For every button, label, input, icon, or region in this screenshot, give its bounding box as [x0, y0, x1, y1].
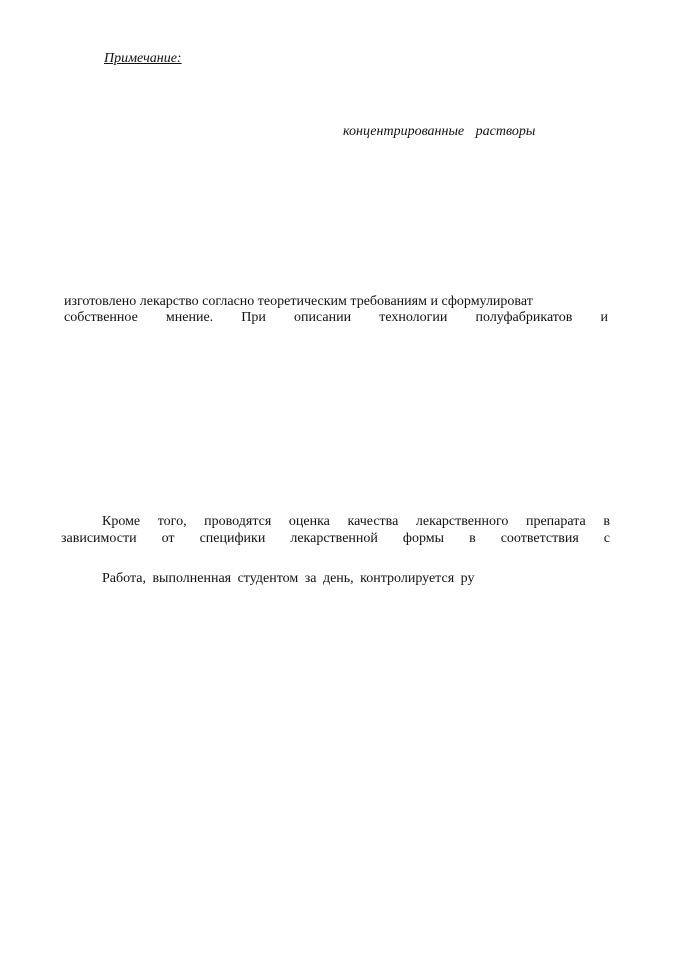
- word: Кроме: [102, 514, 141, 529]
- word: с: [603, 531, 610, 546]
- word: препарата: [525, 514, 586, 529]
- paragraph-2-line-1: [102, 514, 610, 530]
- word: оценка: [288, 514, 330, 529]
- word: качества: [347, 514, 399, 529]
- word: и: [600, 310, 608, 325]
- word: специфики: [199, 531, 266, 546]
- word: от: [161, 531, 175, 546]
- italic-phrase: концентрированные растворы: [343, 124, 536, 139]
- word: мнение.: [165, 310, 214, 325]
- word: в: [469, 531, 476, 546]
- word: лекарственной: [290, 531, 378, 546]
- word: формы: [402, 531, 445, 546]
- word: лекарственного: [415, 514, 509, 529]
- word: собственное: [64, 310, 138, 325]
- paragraph-2-line-2: [61, 531, 610, 547]
- word: того,: [157, 514, 187, 529]
- paragraph-1-line-1: изготовлено лекарство согласно теоретическим требованиям и сформулироват: [64, 294, 533, 309]
- word: технологии: [379, 310, 448, 325]
- word: описании: [294, 310, 352, 325]
- word: При: [241, 310, 266, 325]
- paragraph-3-line-1: Работа, выполненная студентом за день, контролируется ру: [102, 571, 475, 586]
- word: полуфабрикатов: [475, 310, 573, 325]
- paragraph-1-line-2: [64, 310, 608, 326]
- word: проводятся: [204, 514, 272, 529]
- word: соответствия: [500, 531, 579, 546]
- word: в: [603, 514, 610, 529]
- note-heading: Примечание:: [104, 51, 182, 66]
- word: зависимости: [61, 531, 137, 546]
